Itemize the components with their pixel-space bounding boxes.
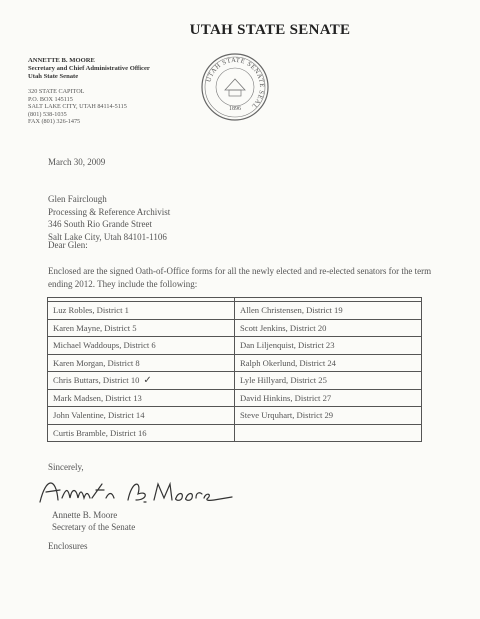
page-title: UTAH STATE SENATE	[189, 22, 351, 38]
address-fax: FAX (801) 326-1475	[28, 118, 81, 125]
signer-block	[52, 509, 135, 533]
senator-cell: Michael Waddoups, District 6	[48, 337, 235, 355]
table-row	[48, 302, 422, 320]
closing: Sincerely,	[48, 462, 84, 472]
senator-cell	[48, 372, 235, 390]
recipient-street: 346 South Rio Grande Street	[48, 219, 152, 229]
recipient-block	[48, 193, 170, 243]
table-row	[48, 337, 422, 355]
salutation: Dear Glen:	[48, 240, 88, 250]
senator-cell: Dan Liljenquist, District 23	[235, 337, 422, 355]
senator-cell: Lyle Hillyard, District 25	[235, 372, 422, 390]
address-block	[28, 88, 127, 126]
seal-text: UTAH STATE SENATE SEAL	[205, 56, 266, 110]
senator-cell: Karen Morgan, District 8	[48, 354, 235, 372]
officer-org: Utah State Senate	[28, 73, 79, 80]
table-row	[48, 372, 422, 390]
senator-cell	[235, 424, 422, 442]
senator-cell: Karen Mayne, District 5	[48, 319, 235, 337]
address-phone: (801) 538-1035	[28, 110, 67, 118]
senator-cell: Steve Urquhart, District 29	[235, 407, 422, 425]
senator-cell: Luz Robles, District 1	[48, 302, 235, 320]
recipient-city: Salt Lake City, Utah 84101-1106	[48, 231, 167, 242]
senators-table	[47, 297, 422, 442]
officer-block	[28, 57, 150, 81]
recipient-name: Glen Fairclough	[48, 194, 107, 204]
check-mark-icon: ✓	[143, 374, 152, 386]
address-line1: 320 STATE CAPITOL	[28, 88, 85, 95]
senator-cell: Mark Madsen, District 13	[48, 389, 235, 407]
enclosures-label: Enclosures	[48, 541, 88, 551]
signer-name: Annette B. Moore	[52, 510, 118, 520]
senator-name: Chris Buttars, District 10	[53, 374, 140, 385]
letter-body: Enclosed are the signed Oath-of-Office forms for all the newly elected and re-elected senators for the term ending 2012. They include the following:	[48, 266, 432, 289]
senator-cell: Allen Christensen, District 19	[235, 302, 422, 320]
senate-seal-icon	[200, 52, 270, 122]
table-row	[48, 389, 422, 407]
recipient-title: Processing & Reference Archivist	[48, 206, 171, 217]
handwritten-signature	[36, 472, 236, 512]
senator-cell: David Hinkins, District 27	[235, 389, 422, 407]
senator-cell: John Valentine, District 14	[48, 407, 235, 425]
senator-cell: Curtis Bramble, District 16	[48, 424, 235, 442]
table-row	[48, 407, 422, 425]
signer-title: Secretary of the Senate	[52, 522, 136, 532]
seal-year: 1896	[229, 106, 241, 112]
table-row	[48, 319, 422, 337]
table-row	[48, 354, 422, 372]
officer-name: ANNETTE B. MOORE	[28, 57, 95, 64]
senator-cell: Scott Jenkins, District 20	[235, 319, 422, 337]
table-row	[48, 424, 422, 442]
senator-cell: Ralph Okerlund, District 24	[235, 354, 422, 372]
address-line3: SALT LAKE CITY, UTAH 84114-5115	[28, 103, 127, 110]
address-line2: P.O. BOX 145115	[28, 95, 73, 103]
officer-role: Secretary and Chief Administrative Officer	[28, 65, 150, 72]
letter-date: March 30, 2009	[48, 157, 106, 167]
